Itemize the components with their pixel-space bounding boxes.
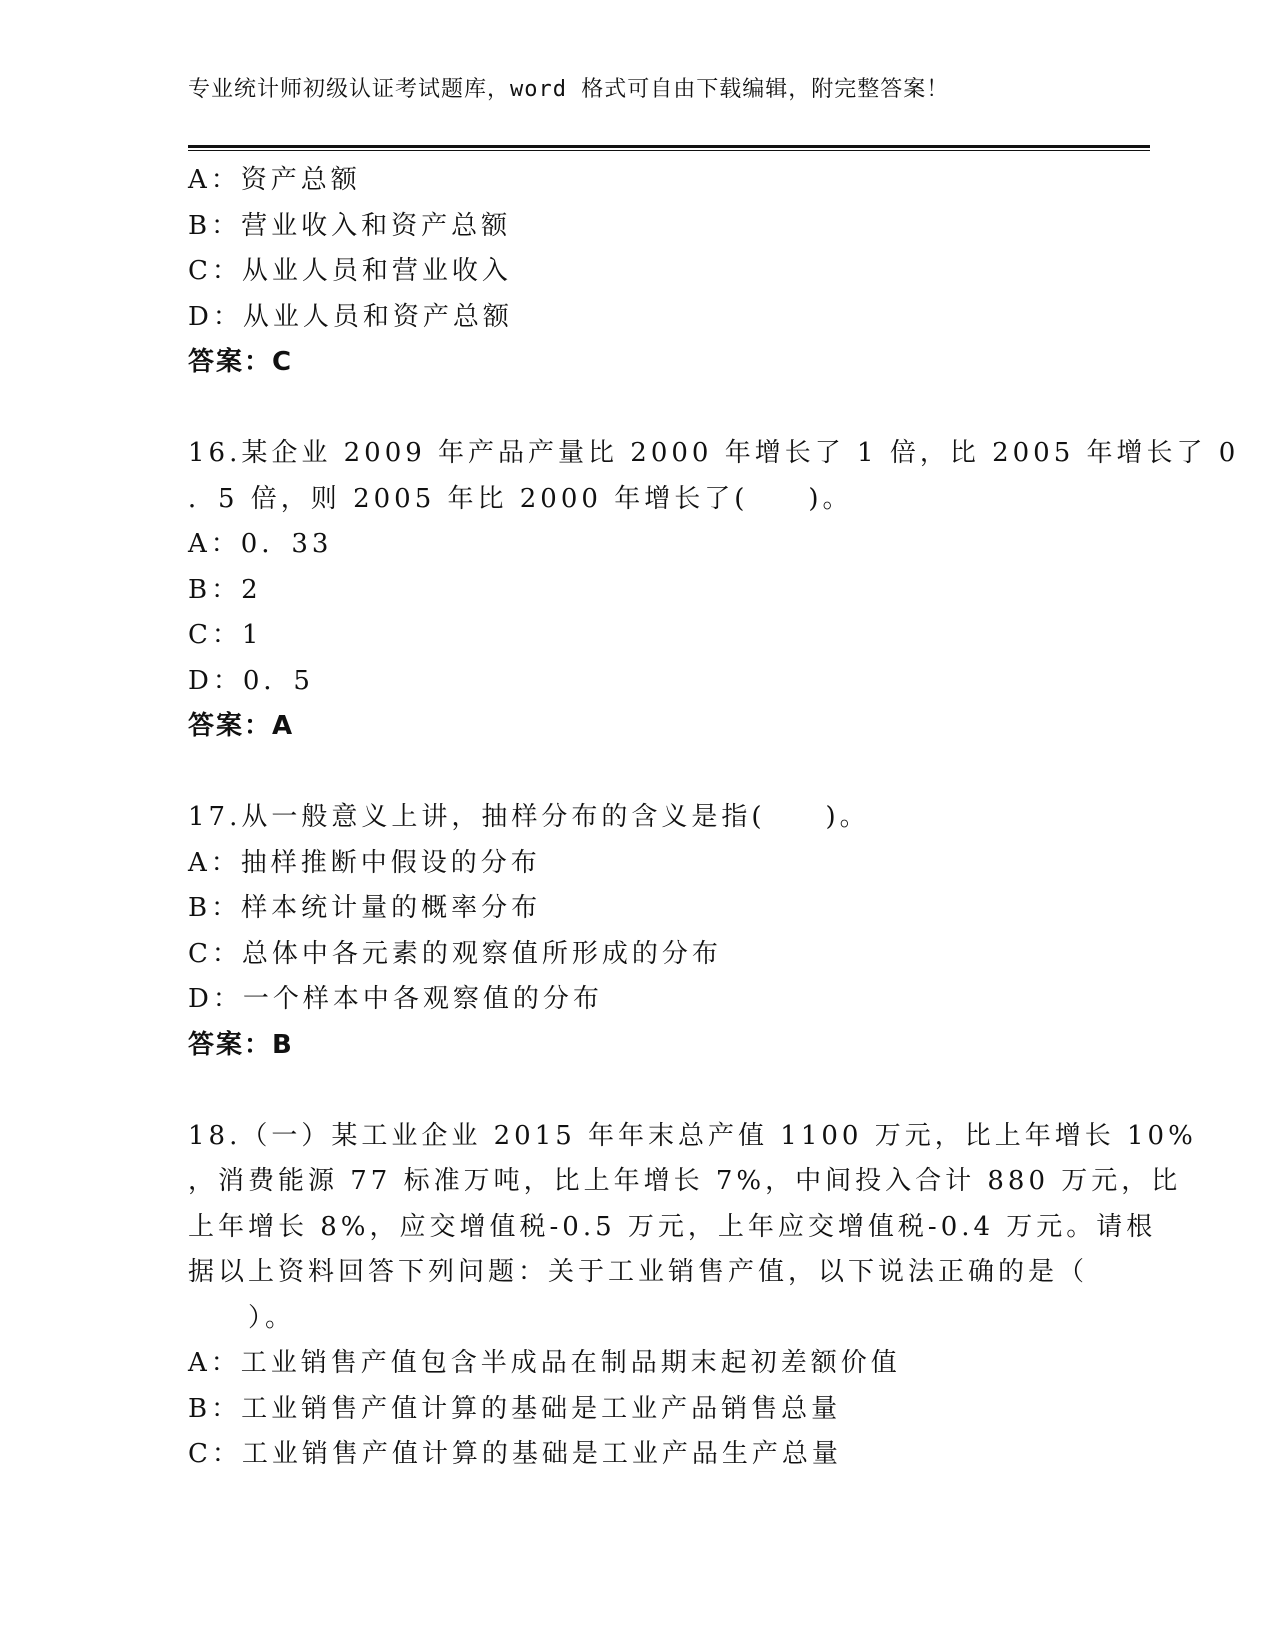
option-b: B：工业销售产值计算的基础是工业产品销售总量	[188, 1393, 842, 1424]
question-17	[188, 795, 1088, 1068]
option-a: A：0．33	[188, 529, 333, 559]
option-c: C：从业人员和营业收入	[188, 256, 512, 286]
option-b: B：2	[188, 574, 262, 605]
question-stem-line: 17.从一般意义上讲，抽样分布的含义是指( )。	[188, 802, 870, 832]
question-stem-line: 18.（一）某工业企业 2015 年年末总产值 1100 万元，比上年增长 10%	[188, 1120, 1197, 1151]
option-c: C：工业销售产值计算的基础是工业产品生产总量	[188, 1439, 842, 1469]
option-d: D：0．5	[188, 665, 314, 696]
spacer	[188, 386, 1088, 432]
option-b: B：样本统计量的概率分布	[188, 893, 542, 923]
question-18	[188, 1114, 1197, 1478]
option-a: A：资产总额	[188, 165, 361, 195]
option-d: D：一个样本中各观察值的分布	[188, 984, 603, 1014]
header-rule-thick	[188, 145, 1150, 148]
answer: 答案：C	[188, 347, 294, 377]
spacer	[188, 750, 1088, 796]
option-b: B：营业收入和资产总额	[188, 210, 512, 241]
spacer	[188, 1068, 1088, 1114]
question-16	[188, 431, 1240, 750]
question-stem-line: 16.某企业 2009 年产品产量比 2000 年增长了 1 倍，比 2005 年增长了 0	[188, 438, 1240, 468]
option-a: A：工业销售产值包含半成品在制品期末起初差额价值	[188, 1348, 901, 1378]
question-stem-line: 据以上资料回答下列问题：关于工业销售产值，以下说法正确的是（	[188, 1257, 1089, 1287]
question-stem-line: ）。	[188, 1302, 296, 1333]
option-a: A：抽样推断中假设的分布	[188, 847, 541, 878]
option-c: C：1	[188, 620, 263, 650]
answer: 答案：B	[188, 1029, 294, 1060]
answer: 答案：A	[188, 711, 295, 741]
option-c: C：总体中各元素的观察值所形成的分布	[188, 938, 722, 969]
question-stem-line: 上年增长 8%，应交增值税-0.5 万元，上年应交增值税-0.4 万元。请根	[188, 1211, 1157, 1242]
document-body	[188, 158, 1240, 1478]
option-d: D：从业人员和资产总额	[188, 301, 513, 332]
question-stem-line: ，消费能源 77 标准万吨，比上年增长 7%，中间投入合计 880 万元，比	[188, 1166, 1182, 1196]
question-stem-line: ．5 倍，则 2005 年比 2000 年增长了( )。	[188, 483, 853, 514]
page-header: 专业统计师初级认证考试题库，word 格式可自由下载编辑，附完整答案！	[188, 77, 950, 102]
question-15-tail	[188, 158, 1088, 386]
header-rule-thin	[188, 150, 1150, 151]
